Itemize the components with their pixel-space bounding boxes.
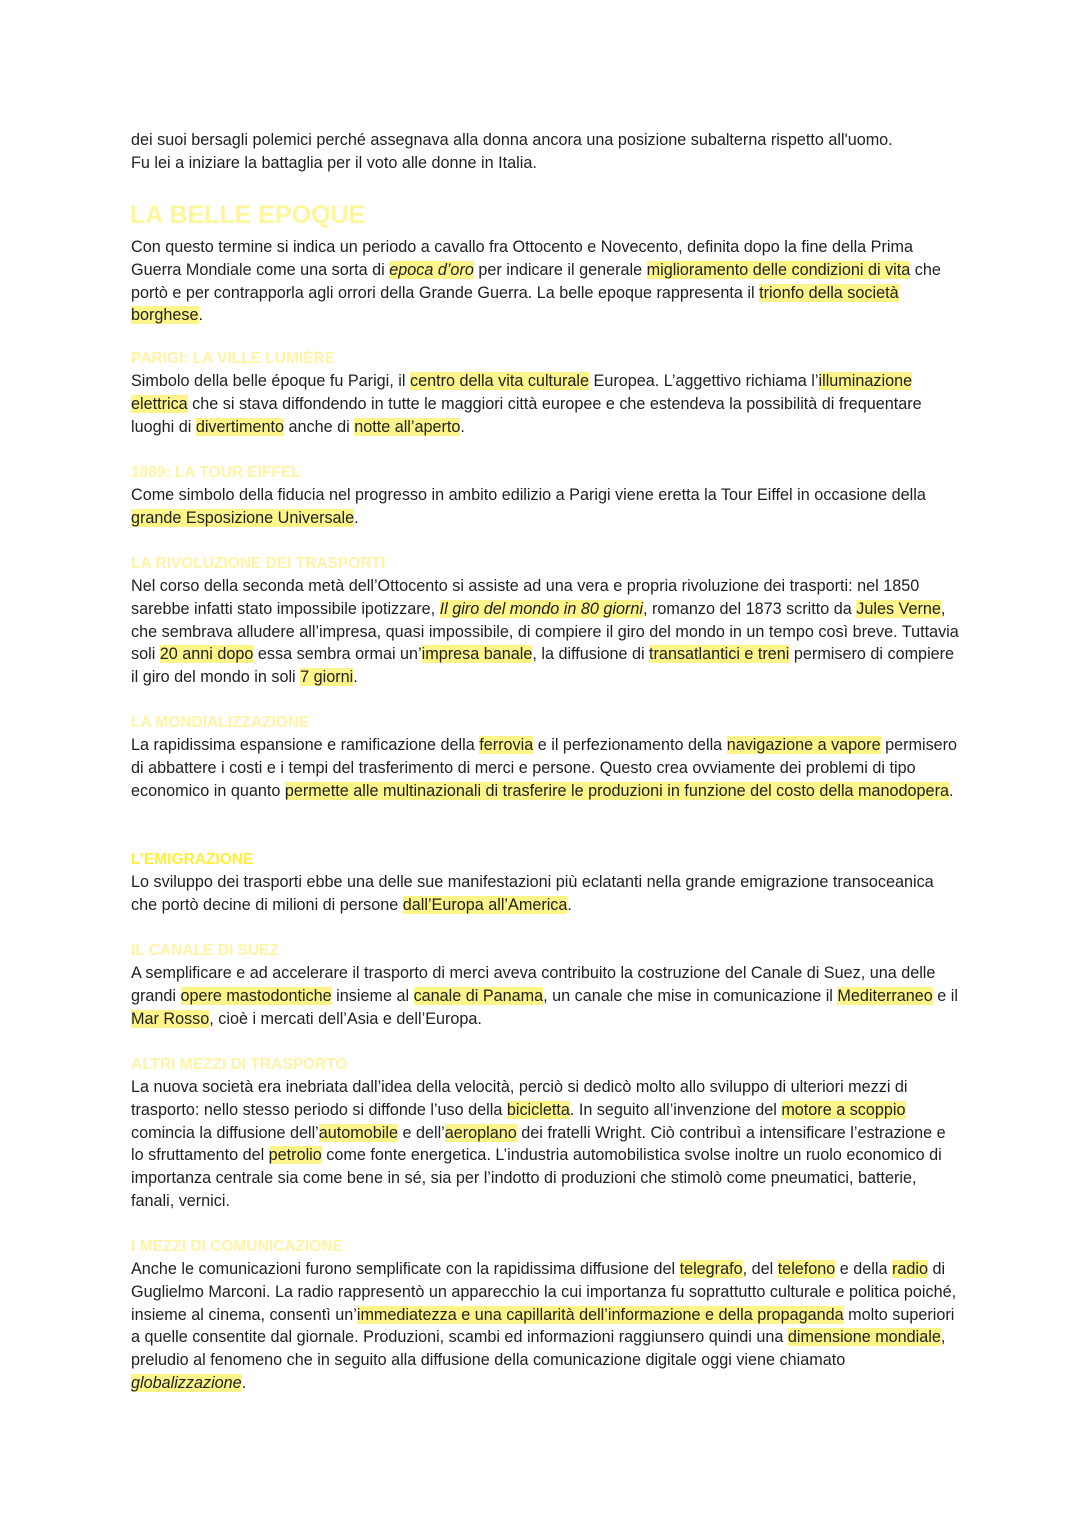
text-run: . (948, 781, 954, 800)
text-run: comincia la diffusione dell’ (131, 1123, 319, 1142)
section-comunicazione (131, 1237, 961, 1395)
highlight: centro della vita culturale (409, 372, 590, 390)
text-run: come fonte energetica. L’industria automobilistica svolse inoltre un ruolo economico di importanza centrale sia come bene in sé, sia per l’indotto di produzioni che stimolò come pneumatici, batterie, fanali, vernici. (131, 1146, 942, 1210)
text-run: , la diffusione di (532, 645, 650, 664)
highlight: petrolio (268, 1146, 322, 1165)
highlight: immediatezza e una capillarità dell’informazione e della propaganda (356, 1305, 844, 1324)
section-suez (131, 941, 961, 1030)
highlight: 7 giorni (300, 668, 354, 687)
highlight: dall’Europa all’America (402, 895, 568, 914)
highlight: telefono (777, 1260, 836, 1278)
text-run: . In seguito all’invenzione del (569, 1100, 782, 1119)
text-run: La rapidissima espansione e ramificazione della (131, 736, 480, 754)
highlight: impresa banale (421, 645, 533, 664)
text-run: , che sembrava alludere all’impresa, quasi impossibile, di compiere il giro del mondo in un tempo così breve. Tuttavia soli (131, 599, 959, 664)
highlight: Mar Rosso (131, 1009, 210, 1028)
text-run: . (198, 306, 204, 325)
text-run: . (567, 895, 572, 914)
highlight: automobile (318, 1123, 398, 1142)
section-heading: I MEZZI DI COMUNICAZIONE (131, 1238, 343, 1255)
highlight: ferrovia (479, 736, 534, 754)
highlight: dimensione mondiale (787, 1328, 941, 1347)
text-run: A semplificare e ad accelerare il trasporto di merci aveva contribuito la costruzione del Canale di Suez, una delle grandi (131, 964, 936, 1005)
text-run: insieme al (331, 986, 414, 1005)
highlight: permette alle multinazionali di trasferire le produzioni in funzione del costo della manodopera (284, 781, 949, 800)
section-heading: 1889: LA TOUR EIFFEL (131, 464, 301, 481)
text-run: Nel corso della seconda metà dell’Ottocento si assiste ad una vera e propria rivoluzione dei trasporti: nel 1850 sarebbe infatti stato impossibile ipotizzare, (131, 577, 920, 618)
section-mondializzazione (131, 713, 961, 802)
section-heading: PARIGI: LA VILLE LUMIÈRE (131, 350, 336, 367)
section-trasporti (131, 554, 961, 689)
highlight: bicicletta (506, 1100, 570, 1119)
section-heading: LA RIVOLUZIONE DEI TRASPORTI (131, 555, 386, 572)
text-run: La nuova società era inebriata dall’idea della velocità, perciò si dedicò molto allo sviluppo di ulteriori mezzi di trasporto: nello stesso periodo si diffonde l’uso della (131, 1078, 908, 1119)
section-body (131, 1076, 961, 1213)
section-body (131, 575, 961, 689)
highlight: trionfo della società borghese (131, 283, 899, 325)
section-heading: ALTRI MEZZI DI TRASPORTO (131, 1056, 348, 1073)
text-run: anche di (283, 417, 355, 436)
highlight: Mediterraneo (837, 986, 933, 1005)
text-run: per indicare il generale (473, 260, 647, 279)
text-run: molto superiori a quelle consentite dal giornale. Produzioni, scambi ed informazioni raggiunsero quindi una (131, 1305, 955, 1347)
section-heading: L’EMIGRAZIONE (131, 851, 254, 868)
highlight: globalizzazione (131, 1373, 242, 1392)
highlight: aeroplano (444, 1123, 517, 1142)
section-body (131, 1258, 961, 1395)
page-title: LA BELLE EPOQUE (130, 201, 366, 229)
section-body (131, 871, 961, 917)
text-run: essa sembra ormai un’ (253, 645, 422, 664)
highlight: navigazione a vapore (726, 736, 881, 754)
highlight: illuminazione elettrica (131, 372, 913, 413)
highlight: notte all’aperto (354, 417, 461, 436)
section-body (131, 484, 961, 530)
highlight: divertimento (195, 417, 284, 436)
text-run: e il (932, 986, 958, 1005)
intro-line-1: dei suoi bersagli polemici perché assegnava alla donna ancora una posizione subalterna rispetto all'uomo. (131, 131, 893, 149)
section-body (131, 370, 961, 438)
highlight: motore a scoppio (781, 1100, 906, 1119)
section-body (131, 962, 961, 1030)
text-run: Come simbolo della fiducia nel progresso in ambito edilizio a Parigi viene eretta la Tour Eiffel in occasione della (131, 486, 926, 504)
text-run: permisero di compiere il giro del mondo in soli (131, 645, 955, 687)
text-run: , romanzo del 1873 scritto da (643, 599, 857, 618)
text-run: dei fratelli Wright. Ciò contribuì a intensificare l’estrazione e lo sfruttamento del (131, 1123, 946, 1165)
section-body (131, 734, 961, 802)
text-run: Con questo termine si indica un periodo a cavallo fra Ottocento e Novecento, definita dopo la fine della Prima Guerra Mondiale come una sorta di (131, 238, 913, 279)
text-run: e dell’ (397, 1123, 445, 1142)
text-run: Anche le comunicazioni furono semplificate con la rapidissima diffusione del (131, 1260, 680, 1278)
text-run: , un canale che mise in comunicazione il (543, 986, 838, 1005)
section-heading: IL CANALE DI SUEZ (131, 942, 279, 959)
highlight: grande Esposizione Universale (131, 508, 355, 527)
highlight: telegrafo (679, 1260, 743, 1278)
highlight: Jules Verne (856, 599, 941, 618)
text-run: Simbolo della belle époque fu Parigi, il (131, 372, 410, 390)
highlight: 20 anni dopo (159, 645, 254, 664)
text-run: e della (835, 1260, 892, 1278)
section-parigi (131, 349, 961, 438)
belle-epoque-paragraph (131, 236, 961, 327)
text-run: di Guglielmo Marconi. La radio rappresentò un apparecchio la cui importanza fu soprattutto culturale e politica poiché, insieme al cinema, consentì un’ (131, 1260, 957, 1324)
highlight: Il giro del mondo in 80 giorni (439, 599, 643, 618)
highlight: miglioramento delle condizioni di vita (646, 260, 911, 279)
text-run: e il perfezionamento della (533, 736, 727, 754)
highlight: radio (892, 1260, 928, 1278)
text-run: . (460, 417, 465, 436)
text-run: . (354, 508, 359, 527)
section-emigrazione (131, 850, 961, 917)
highlight: opere mastodontiche (180, 986, 332, 1005)
text-run: che portò e per contrapporla agli orrori della Grande Guerra. La belle epoque rappresenta il (131, 260, 941, 302)
text-run: , preludio al fenomeno che in seguito alla diffusione della comunicazione digitale oggi viene chiamato (131, 1328, 946, 1370)
text-run: Lo sviluppo dei trasporti ebbe una delle sue manifestazioni più eclatanti nella grande emigrazione transoceanica che portò decine di milioni di persone (131, 873, 934, 914)
intro-paragraph (131, 129, 961, 175)
intro-line-2: Fu lei a iniziare la battaglia per il voto alle donne in Italia. (131, 153, 537, 172)
section-eiffel (131, 463, 961, 530)
text-run: , del (742, 1260, 778, 1278)
highlight: transatlantici e treni (649, 645, 790, 664)
section-mezzi-trasporto (131, 1055, 961, 1213)
text-run: , cioè i mercati dell’Asia e dell’Europa. (209, 1009, 482, 1028)
section-heading: LA MONDIALIZZAZIONE (131, 714, 310, 731)
highlight: epoca d’oro (389, 260, 474, 279)
text-run: permisero di abbattere i costi e i tempi del trasferimento di merci e persone. Questo crea ovviamente dei problemi di tipo economico in quanto (131, 736, 958, 800)
text-run: . (241, 1373, 247, 1392)
highlight: canale di Panama (413, 986, 544, 1005)
text-run: . (353, 668, 358, 687)
text-run: che si stava diffondendo in tutte le maggiori città europee e che estendeva la possibilità di frequentare luoghi di (131, 394, 922, 436)
text-run: Europea. L’aggettivo richiama l’ (589, 372, 819, 390)
